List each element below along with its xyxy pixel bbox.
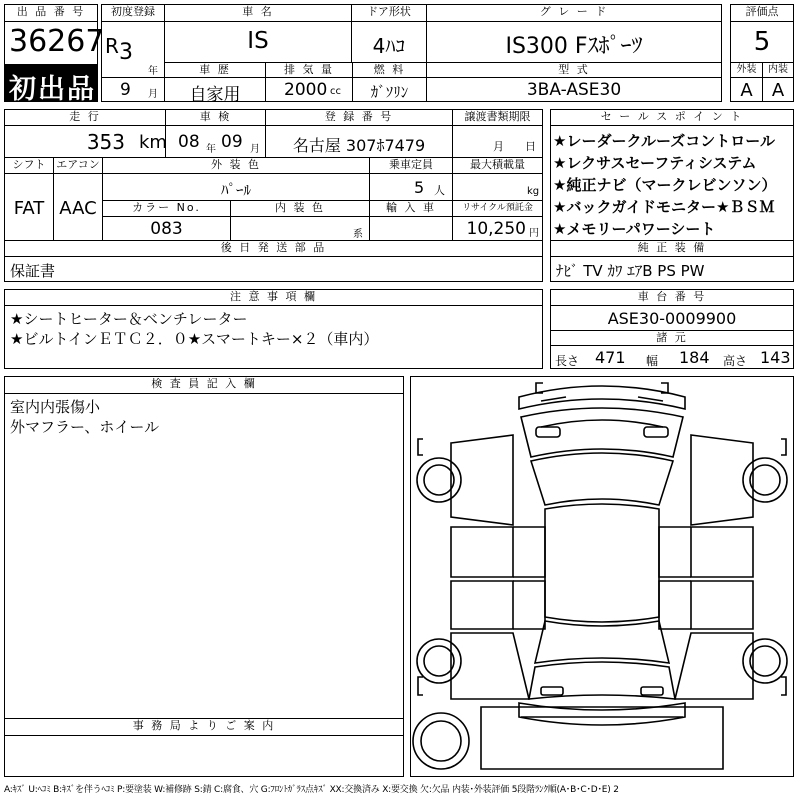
history: 自家用 — [189, 85, 241, 105]
first-listing-text: 初出品 — [9, 74, 96, 105]
inspection-label: 車 検 — [165, 109, 266, 126]
interior-color-unit: 系 — [353, 229, 363, 240]
displacement: 2000 — [284, 80, 328, 100]
lot-number: 36267 — [9, 24, 105, 59]
office-notice-cell — [4, 735, 404, 777]
exterior-label: 外装 — [730, 62, 763, 78]
car-outline-diagram — [411, 377, 793, 776]
score-cell — [730, 21, 794, 63]
car-name-cell — [164, 21, 352, 63]
capacity: 5 — [414, 178, 425, 197]
selling-points-cell — [550, 125, 794, 241]
color-number-label: カラー No. — [102, 200, 231, 217]
grade: IS300 Fｽﾎﾟｰﾂ — [505, 34, 643, 59]
chassis-number: ASE30-0009900 — [607, 309, 737, 328]
recycle-fee: 10,250 — [466, 219, 526, 239]
plate-cell — [265, 125, 453, 158]
exterior-color-label: 外 装 色 — [102, 157, 370, 174]
inspector-notes-cell — [4, 393, 404, 719]
max-load-unit: kg — [527, 186, 540, 197]
interior-grade-cell — [762, 77, 794, 102]
inspector-note: 室内内張傷小 — [10, 398, 101, 416]
length-label: 長さ — [555, 354, 580, 368]
shift: FAT — [13, 198, 45, 219]
transfer-deadline-label: 譲渡書類期限 — [452, 109, 543, 126]
reg-year: 3 — [119, 40, 133, 65]
capacity-label: 乗車定員 — [369, 157, 453, 174]
height-label: 高さ — [723, 354, 748, 368]
shift-label: シフト — [4, 157, 54, 174]
first-listing-badge — [4, 64, 98, 105]
office-notice-label: 事 務 局 よ り ご 案 内 — [4, 718, 404, 736]
height: 143 — [760, 348, 791, 367]
capacity-cell — [369, 173, 453, 201]
door-cell — [351, 21, 427, 63]
recycle-cell — [452, 216, 543, 241]
import-cell — [369, 216, 453, 241]
parts-label: 後 日 発 送 部 品 — [4, 240, 543, 257]
cc-unit: cc — [330, 86, 341, 97]
model-label: 型 式 — [426, 62, 722, 78]
color-number-cell — [102, 216, 231, 241]
transfer-deadline-cell — [452, 125, 543, 158]
reg-month-cell — [101, 77, 165, 102]
inspector-note: 外マフラー、ホイール — [10, 418, 160, 436]
notes-label: 注 意 事 項 欄 — [4, 289, 543, 306]
note-line: ★ビルトインＥＴＣ２．０★スマートキー×２（車内） — [10, 330, 379, 348]
mileage: 353 — [86, 130, 125, 154]
length: 471 — [595, 348, 626, 367]
chassis-cell — [550, 305, 794, 331]
plate-label: 登 録 番 号 — [265, 109, 453, 126]
month-unit: 月 — [148, 89, 158, 100]
fuel-label: 燃 料 — [352, 62, 427, 78]
plate-number: 名古屋 307ﾎ7479 — [292, 136, 426, 155]
parts-cell — [4, 256, 543, 282]
specs-label: 諸 元 — [550, 330, 794, 346]
equipment-value: ﾅﾋﾞ TV ｶﾜ ｴｱB PS PW — [556, 262, 705, 280]
mileage-cell — [4, 125, 166, 158]
model: 3BA-ASE30 — [526, 80, 622, 100]
parts-value: 保証書 — [10, 262, 56, 280]
equipment-cell — [550, 256, 794, 282]
interior-color-label: 内 装 色 — [230, 200, 370, 217]
equipment-label: 純 正 装 備 — [550, 240, 794, 257]
displacement-label: 排 気 量 — [265, 62, 353, 78]
lot-number-label: 出 品 番 号 — [4, 4, 98, 22]
inspection-cell — [165, 125, 266, 158]
note-line: ★シートヒーター＆ベンチレーター — [10, 310, 248, 328]
dimensions-cell — [550, 345, 794, 369]
transfer-month-unit: 月 — [493, 140, 504, 153]
exterior-grade: A — [740, 80, 753, 101]
selling-point: ★メモリーパワーシート — [553, 220, 716, 238]
selling-points-label: セ ー ル ス ポ イ ン ト — [550, 109, 794, 126]
selling-point: ★バックガイドモニター★ＢＳＭ — [553, 198, 775, 216]
car-name-label: 車 名 — [164, 4, 352, 22]
chassis-label: 車 台 番 号 — [550, 289, 794, 306]
transfer-day-unit: 日 — [525, 140, 536, 153]
inspection-year-unit: 年 — [206, 144, 216, 155]
exterior-color-cell — [102, 173, 370, 201]
door-type: 4ﾊｺ — [372, 34, 406, 58]
damage-legend: A:ｷｽﾞ U:ﾍｺﾐ B:ｷｽﾞを伴うﾍｺﾐ P:要塗装 W:補修跡 S:錆 C:腐食、穴 G:ﾌﾛﾝﾄｶﾞﾗｽ点ｷｽﾞ XX:交換済み X:要交換 欠:欠品 内装･外装評価 5段階ﾗﾝｸ順(A･B･C･D･E) 2 — [4, 785, 619, 795]
history-label: 車 歴 — [164, 62, 266, 78]
km-unit: km — [139, 132, 167, 153]
reg-era: R — [105, 34, 119, 58]
door-label: ドア形状 — [351, 4, 427, 22]
first-registration-label: 初度登録 — [101, 4, 165, 22]
interior-label: 内装 — [762, 62, 794, 78]
selling-point: ★レクサスセーフティシステム — [553, 154, 757, 172]
inspector-notes-label: 検 査 員 記 入 欄 — [4, 376, 404, 394]
model-cell — [426, 77, 722, 102]
interior-grade: A — [771, 80, 785, 101]
ac: AAC — [59, 198, 97, 219]
car-name: IS — [247, 28, 269, 54]
max-load-label: 最大積載量 — [452, 157, 543, 174]
ac-label: エアコン — [53, 157, 103, 174]
fuel: ｶﾞｿﾘﾝ — [370, 83, 409, 101]
import-label: 輸 入 車 — [369, 200, 453, 217]
selling-point: ★レーダークルーズコントロール — [553, 132, 775, 150]
max-load-cell — [452, 173, 543, 201]
inspection-month: 09 — [221, 132, 243, 152]
grade-label: グ レ ー ド — [426, 4, 722, 22]
recycle-label: リサイクル預託金 — [452, 200, 543, 217]
yen-unit: 円 — [529, 228, 539, 239]
fuel-cell — [352, 77, 427, 102]
inspection-year: 08 — [178, 132, 200, 152]
history-cell — [164, 77, 266, 105]
ac-cell — [53, 173, 103, 241]
inspection-month-unit: 月 — [250, 144, 260, 155]
grade-cell — [426, 21, 722, 63]
car-condition-diagram — [410, 376, 794, 777]
color-number: 083 — [150, 219, 183, 239]
mileage-label: 走 行 — [4, 109, 166, 126]
score: 5 — [753, 27, 771, 57]
lot-number-cell — [4, 21, 105, 65]
exterior-grade-cell — [730, 77, 763, 102]
shift-cell — [4, 173, 54, 241]
capacity-unit: 人 — [434, 184, 445, 197]
width: 184 — [679, 348, 710, 367]
score-label: 評価点 — [730, 4, 794, 22]
first-registration-cell — [101, 21, 165, 78]
year-unit: 年 — [148, 66, 158, 77]
reg-month: 9 — [120, 80, 131, 100]
exterior-color: ﾊﾟｰﾙ — [220, 181, 251, 199]
width-label: 幅 — [646, 354, 659, 368]
interior-color-cell — [230, 216, 370, 241]
selling-point: ★純正ナビ（マークレビンソン） — [553, 176, 777, 194]
notes-cell — [4, 305, 543, 369]
displacement-cell — [265, 77, 353, 102]
